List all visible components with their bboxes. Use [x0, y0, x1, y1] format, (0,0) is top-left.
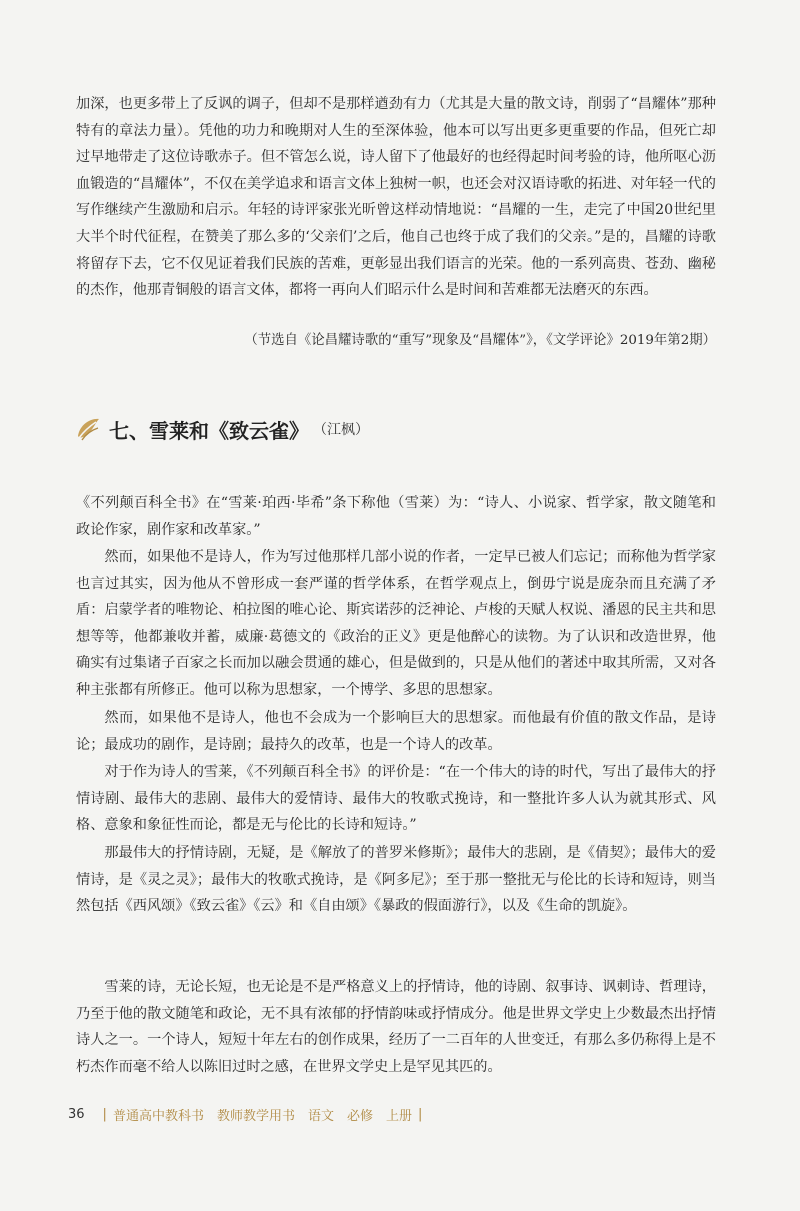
body-paragraph: 然而，如果他不是诗人，他也不会成为一个影响巨大的思想家。而他最有价值的散文作品，是诗论；最成功的剧作，是诗剧；最持久的改革，也是一个诗人的改革。 — [76, 710, 716, 753]
book-title: 普通高中教科书 教师教学用书 语文 必修 上册 — [112, 1108, 412, 1124]
body-paragraph: 然而，如果他不是诗人，作为写过他那样几部小说的作者，一定早已被人们忘记；而称他为哲学家也言过其实，因为他从不曾形成一套严谨的哲学体系，在哲学观点上，倒毋宁说是庞杂而且充满了矛盾：启蒙学者的唯物论、柏拉图的唯心论、斯宾诺莎的泛神论、卢梭的天赋人权说、潘恩的民主共和思想等等，他都兼收并蓄，威廉·葛德文的《政治的正义》更是他醉心的读物。为了认识和改造世界，他确实有过集诸子百家之长而加以融会贯通的雄心，但是做到的，只是从他们的著述中取其所需，又对各种主张都有所修正。他可以称为思想家，一个博学、多思的思想家。 — [76, 549, 716, 698]
body-paragraph: 雪莱的诗，无论长短，也无论是不是严格意义上的抒情诗，他的诗剧、叙事诗、讽刺诗、哲理诗，乃至于他的散文随笔和政论，无不具有浓郁的抒情韵味或抒情成分。他是世界文学史上少数最杰出抒情诗人之一。一个诗人，短短十年左右的创作成果，经历了一二百年的人世变迁，有那么多仍称得上是不朽杰作而毫不给人以陈旧过时之感，在世界文学史上是罕见其匹的。 — [76, 979, 716, 1075]
body-paragraph: 那最伟大的抒情诗剧，无疑，是《解放了的普罗米修斯》；最伟大的悲剧，是《倩契》；最伟大的爱情诗，是《灵之灵》；最伟大的牧歌式挽诗，是《阿多尼》；至于那一整批无与伦比的长诗和短诗，则当然包括《西风颂》《致云雀》《云》和《自由颂》《暴政的假面游行》，以及《生命的凯旋》。 — [76, 845, 716, 915]
citation: （节选自《论昌耀诗歌的“重写”现象及“昌耀体”》，《文学评论》2019年第2期） — [244, 333, 716, 348]
body-paragraph: 对于作为诗人的雪莱，《不列颠百科全书》的评价是：“在一个伟大的诗的时代，写出了最伟大的抒情诗剧、最伟大的悲剧、最伟大的爱情诗、最伟大的牧歌式挽诗，和一整批许多人认为就其形式、风格、意象和象征性而论，都是无与伦比的长诗和短诗。” — [76, 764, 716, 834]
leaf-swirl-icon — [73, 414, 103, 444]
page-footer — [68, 1104, 428, 1124]
section-author: （江枫） — [313, 422, 369, 438]
page-number: 36 — [68, 1106, 85, 1122]
section-heading — [73, 412, 369, 446]
section-title: 七、雪莱和《致云雀》 — [109, 418, 309, 443]
footer-separator: | — [102, 1106, 107, 1122]
footer-separator: | — [417, 1106, 423, 1122]
body-paragraph: 《不列颠百科全书》在“雪莱·珀西·毕希”条下称他（雪莱）为：“诗人、小说家、哲学家，散文随笔和政论作家，剧作家和改革家。” — [76, 495, 716, 538]
top-paragraph: 加深，也更多带上了反讽的调子，但却不是那样遒劲有力（尤其是大量的散文诗，削弱了“昌耀体”那种特有的章法力量）。凭他的功力和晚期对人生的至深体验，他本可以写出更多更重要的作品，但死亡却过早地带走了这位诗歌赤子。但不管怎么说，诗人留下了他最好的也经得起时间考验的诗，他所呕心沥血锻造的“昌耀体”，不仅在美学追求和语言文体上独树一帜，也还会对汉语诗歌的拓进、对年轻一代的写作继续产生激励和启示。年轻的诗评家张光昕曾这样动情地说：“昌耀的一生，走完了中国20世纪里大半个时代征程，在赞美了那么多的‘父亲们’之后，他自己也终于成了我们的父亲。”是的，昌耀的诗歌将留存下去，它不仅见证着我们民族的苦难，更彰显出我们语言的光荣。他的一系列高贵、苍劲、幽秘的杰作，他那青铜般的语言文体，都将一再向人们昭示什么是时间和苦难都无法磨灭的东西。 — [76, 96, 716, 299]
